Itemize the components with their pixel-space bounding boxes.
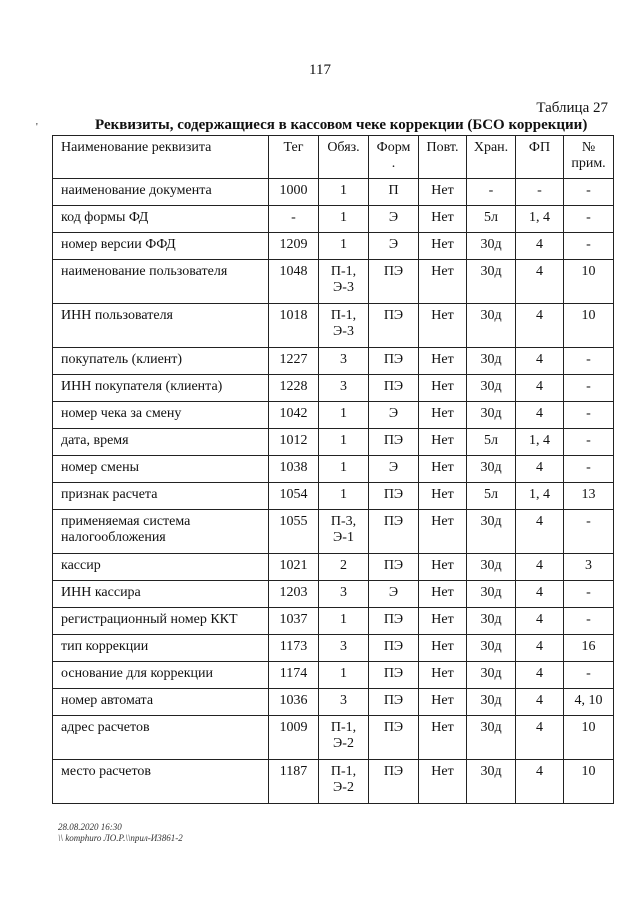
cell-tag: 1042 — [269, 402, 319, 429]
cell-form: Э — [369, 206, 419, 233]
header-name: Наименование реквизита — [53, 136, 269, 179]
cell-tag: - — [269, 206, 319, 233]
cell-form: ПЭ — [369, 689, 419, 716]
table-row — [53, 456, 614, 483]
cell-fp: 4 — [516, 554, 564, 581]
table-row — [53, 760, 614, 804]
cell-note: - — [564, 233, 614, 260]
cell-tag: 1036 — [269, 689, 319, 716]
header-storage: Хран. — [467, 136, 516, 179]
cell-fp: 4 — [516, 510, 564, 554]
cell-note: - — [564, 429, 614, 456]
table-header-row — [53, 136, 614, 179]
table-body — [53, 179, 614, 804]
cell-mandatory: П-1, Э-3 — [319, 260, 369, 304]
cell-repeat: Нет — [419, 716, 467, 760]
cell-note: - — [564, 510, 614, 554]
cell-tag: 1055 — [269, 510, 319, 554]
cell-storage: 30д — [467, 402, 516, 429]
cell-repeat: Нет — [419, 179, 467, 206]
cell-form: ПЭ — [369, 760, 419, 804]
cell-name: кассир — [53, 554, 269, 581]
cell-repeat: Нет — [419, 483, 467, 510]
table-row — [53, 233, 614, 260]
cell-form: Э — [369, 456, 419, 483]
cell-storage: 30д — [467, 662, 516, 689]
cell-repeat: Нет — [419, 689, 467, 716]
cell-fp: 1, 4 — [516, 206, 564, 233]
header-form: Форм . — [369, 136, 419, 179]
cell-note: - — [564, 662, 614, 689]
cell-note: 10 — [564, 760, 614, 804]
cell-repeat: Нет — [419, 608, 467, 635]
cell-form: ПЭ — [369, 510, 419, 554]
cell-repeat: Нет — [419, 635, 467, 662]
cell-form: ПЭ — [369, 348, 419, 375]
cell-tag: 1173 — [269, 635, 319, 662]
page-number: 117 — [309, 62, 331, 78]
footer-stamp — [58, 822, 183, 844]
cell-tag: 1037 — [269, 608, 319, 635]
cell-note: 10 — [564, 260, 614, 304]
cell-form: ПЭ — [369, 554, 419, 581]
cell-name: ИНН пользователя — [53, 304, 269, 348]
footer-date: 28.08.2020 16:30 — [58, 822, 122, 832]
cell-fp: 4 — [516, 760, 564, 804]
cell-storage: 30д — [467, 233, 516, 260]
table-row — [53, 581, 614, 608]
cell-fp: 4 — [516, 260, 564, 304]
requisites-table — [52, 135, 614, 804]
cell-storage: 30д — [467, 456, 516, 483]
cell-storage: 5л — [467, 483, 516, 510]
cell-form: ПЭ — [369, 375, 419, 402]
table-row — [53, 375, 614, 402]
cell-mandatory: 1 — [319, 483, 369, 510]
cell-mandatory: П-1, Э-3 — [319, 304, 369, 348]
cell-tag: 1227 — [269, 348, 319, 375]
cell-form: П — [369, 179, 419, 206]
cell-storage: 30д — [467, 689, 516, 716]
cell-tag: 1012 — [269, 429, 319, 456]
cell-tag: 1187 — [269, 760, 319, 804]
cell-name: ИНН покупателя (клиента) — [53, 375, 269, 402]
cell-fp: 4 — [516, 304, 564, 348]
cell-fp: 4 — [516, 689, 564, 716]
cell-storage: 30д — [467, 581, 516, 608]
cell-form: ПЭ — [369, 716, 419, 760]
cell-note: - — [564, 206, 614, 233]
cell-tag: 1038 — [269, 456, 319, 483]
cell-mandatory: 3 — [319, 581, 369, 608]
table-row — [53, 716, 614, 760]
cell-repeat: Нет — [419, 348, 467, 375]
cell-name: ИНН кассира — [53, 581, 269, 608]
cell-name: наименование документа — [53, 179, 269, 206]
cell-note: - — [564, 375, 614, 402]
cell-note: - — [564, 179, 614, 206]
cell-mandatory: 1 — [319, 662, 369, 689]
cell-note: 16 — [564, 635, 614, 662]
cell-mandatory: П-3, Э-1 — [319, 510, 369, 554]
cell-repeat: Нет — [419, 554, 467, 581]
cell-storage: - — [467, 179, 516, 206]
cell-repeat: Нет — [419, 260, 467, 304]
cell-repeat: Нет — [419, 429, 467, 456]
table-title: Реквизиты, содержащиеся в кассовом чеке коррекции (БСО коррекции) — [95, 117, 588, 133]
cell-storage: 30д — [467, 635, 516, 662]
cell-storage: 30д — [467, 608, 516, 635]
cell-repeat: Нет — [419, 456, 467, 483]
cell-tag: 1203 — [269, 581, 319, 608]
cell-name: номер автомата — [53, 689, 269, 716]
cell-repeat: Нет — [419, 760, 467, 804]
cell-mandatory: 1 — [319, 402, 369, 429]
cell-mandatory: 1 — [319, 608, 369, 635]
cell-storage: 30д — [467, 716, 516, 760]
cell-form: ПЭ — [369, 635, 419, 662]
table-row — [53, 402, 614, 429]
cell-note: - — [564, 456, 614, 483]
cell-name: покупатель (клиент) — [53, 348, 269, 375]
table-row — [53, 348, 614, 375]
cell-note: - — [564, 608, 614, 635]
table-row — [53, 608, 614, 635]
header-mandatory: Обяз. — [319, 136, 369, 179]
cell-form: ПЭ — [369, 608, 419, 635]
cell-fp: 1, 4 — [516, 483, 564, 510]
cell-fp: 4 — [516, 716, 564, 760]
cell-mandatory: 3 — [319, 348, 369, 375]
cell-mandatory: 1 — [319, 179, 369, 206]
cell-fp: - — [516, 179, 564, 206]
cell-mandatory: 1 — [319, 429, 369, 456]
cell-mandatory: 3 — [319, 375, 369, 402]
cell-name: место расчетов — [53, 760, 269, 804]
cell-mandatory: 1 — [319, 206, 369, 233]
cell-name: применяемая система налогообложения — [53, 510, 269, 554]
table-label: Таблица 27 — [536, 100, 608, 116]
cell-fp: 4 — [516, 581, 564, 608]
cell-fp: 4 — [516, 456, 564, 483]
cell-name: номер смены — [53, 456, 269, 483]
cell-form: Э — [369, 581, 419, 608]
cell-fp: 4 — [516, 662, 564, 689]
cell-repeat: Нет — [419, 662, 467, 689]
table-row — [53, 662, 614, 689]
cell-fp: 4 — [516, 402, 564, 429]
cell-storage: 5л — [467, 206, 516, 233]
cell-repeat: Нет — [419, 304, 467, 348]
cell-note: 10 — [564, 716, 614, 760]
cell-tag: 1054 — [269, 483, 319, 510]
cell-tag: 1048 — [269, 260, 319, 304]
cell-form: ПЭ — [369, 483, 419, 510]
table-row — [53, 429, 614, 456]
cell-note: - — [564, 402, 614, 429]
cell-name: адрес расчетов — [53, 716, 269, 760]
cell-form: Э — [369, 233, 419, 260]
cell-repeat: Нет — [419, 402, 467, 429]
cell-mandatory: 2 — [319, 554, 369, 581]
cell-form: Э — [369, 402, 419, 429]
cell-fp: 4 — [516, 375, 564, 402]
cell-fp: 4 — [516, 348, 564, 375]
header-note: № прим. — [564, 136, 614, 179]
cell-form: ПЭ — [369, 429, 419, 456]
cell-name: номер версии ФФД — [53, 233, 269, 260]
cell-storage: 30д — [467, 304, 516, 348]
cell-note: - — [564, 348, 614, 375]
cell-name: основание для коррекции — [53, 662, 269, 689]
cell-storage: 30д — [467, 554, 516, 581]
cell-mandatory: П-1, Э-2 — [319, 760, 369, 804]
cell-tag: 1009 — [269, 716, 319, 760]
cell-storage: 30д — [467, 510, 516, 554]
cell-repeat: Нет — [419, 206, 467, 233]
cell-name: дата, время — [53, 429, 269, 456]
cell-repeat: Нет — [419, 233, 467, 260]
cell-fp: 1, 4 — [516, 429, 564, 456]
table-row — [53, 483, 614, 510]
cell-fp: 4 — [516, 608, 564, 635]
cell-storage: 30д — [467, 260, 516, 304]
footer-path: \\ komphuro ЛО.Р.\\прил-И3861-2 — [58, 833, 183, 843]
cell-name: код формы ФД — [53, 206, 269, 233]
header-fp: ФП — [516, 136, 564, 179]
cell-mandatory: 3 — [319, 689, 369, 716]
cell-fp: 4 — [516, 635, 564, 662]
cell-form: ПЭ — [369, 662, 419, 689]
cell-note: 3 — [564, 554, 614, 581]
cell-note: 10 — [564, 304, 614, 348]
cell-tag: 1174 — [269, 662, 319, 689]
cell-tag: 1018 — [269, 304, 319, 348]
cell-note: - — [564, 581, 614, 608]
table-row — [53, 304, 614, 348]
table-row — [53, 179, 614, 206]
cell-tag: 1021 — [269, 554, 319, 581]
cell-name: признак расчета — [53, 483, 269, 510]
cell-repeat: Нет — [419, 510, 467, 554]
table-row — [53, 510, 614, 554]
table-row — [53, 260, 614, 304]
cell-mandatory: 1 — [319, 456, 369, 483]
header-tag: Тег — [269, 136, 319, 179]
cell-name: регистрационный номер ККТ — [53, 608, 269, 635]
cell-storage: 5л — [467, 429, 516, 456]
margin-mark: ' — [36, 122, 38, 133]
cell-name: наименование пользователя — [53, 260, 269, 304]
cell-repeat: Нет — [419, 581, 467, 608]
cell-mandatory: П-1, Э-2 — [319, 716, 369, 760]
cell-mandatory: 3 — [319, 635, 369, 662]
cell-mandatory: 1 — [319, 233, 369, 260]
cell-tag: 1209 — [269, 233, 319, 260]
cell-tag: 1228 — [269, 375, 319, 402]
cell-form: ПЭ — [369, 260, 419, 304]
cell-name: тип коррекции — [53, 635, 269, 662]
header-repeat: Повт. — [419, 136, 467, 179]
cell-storage: 30д — [467, 375, 516, 402]
cell-note: 13 — [564, 483, 614, 510]
table-row — [53, 635, 614, 662]
cell-form: ПЭ — [369, 304, 419, 348]
cell-storage: 30д — [467, 760, 516, 804]
cell-tag: 1000 — [269, 179, 319, 206]
cell-storage: 30д — [467, 348, 516, 375]
cell-repeat: Нет — [419, 375, 467, 402]
table-row — [53, 689, 614, 716]
cell-fp: 4 — [516, 233, 564, 260]
table-row — [53, 206, 614, 233]
cell-name: номер чека за смену — [53, 402, 269, 429]
cell-note: 4, 10 — [564, 689, 614, 716]
table-row — [53, 554, 614, 581]
